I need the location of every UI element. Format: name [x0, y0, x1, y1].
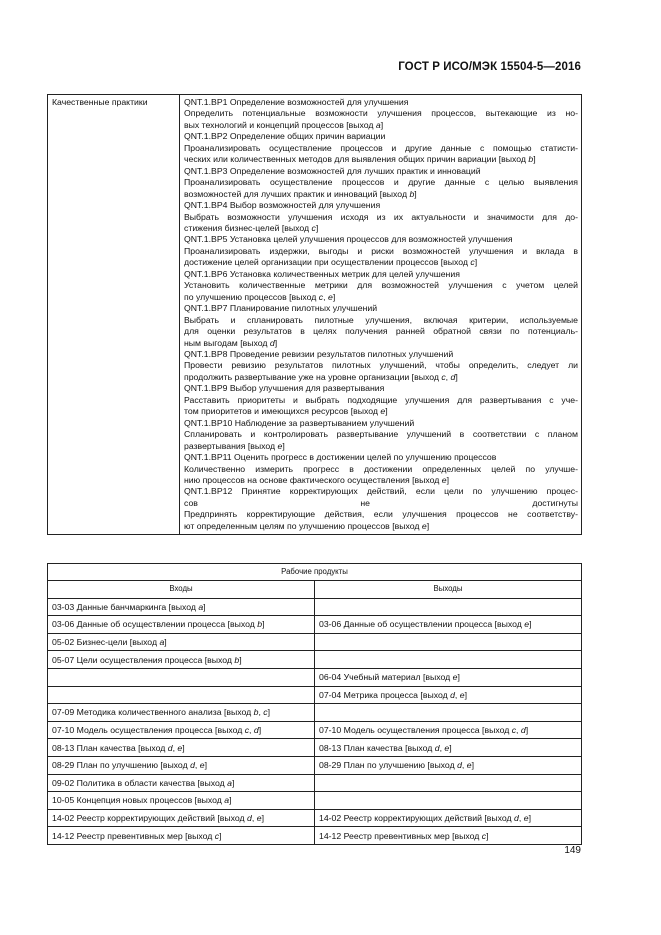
- input-cell: 14-12 Реестр превентивных мер [выход c]: [48, 827, 315, 845]
- input-cell: [48, 686, 315, 704]
- practice-text-line: по улучшению процессов [выход c, e]: [184, 291, 336, 302]
- practice-text-line: нию процессов на основе фактического осуществления [выход e]: [184, 474, 449, 485]
- practice-text-line: Провести ревизию результатов пилотных улучшений, чтобы определить, следует ли: [184, 360, 578, 371]
- practice-title-line: QNT.1.BP12 Принятие корректирующих действий, если цели по улучшению процес-: [184, 486, 578, 497]
- practice-text-line: сов не достигнуты: [184, 497, 578, 508]
- output-cell: [315, 792, 582, 810]
- practice-text-line: возможностей для лучших практик и инноваций [выход b]: [184, 188, 417, 199]
- practice-text-line: Проанализировать издержки, выгоды и риски возможностей улучшения и вклада в: [184, 245, 578, 256]
- practice-title-line: QNT.1.BP11 Оценить прогресс в достижении целей по улучшению процессов: [184, 452, 497, 463]
- practice-text-line: достижение целей организации при осуществлении процессов [выход c]: [184, 257, 478, 268]
- practice-title-line: QNT.1.BP5 Установка целей улучшения процессов для возможностей улучшения: [184, 234, 513, 245]
- practice-title-line: QNT.1.BP2 Определение общих причин вариации: [184, 131, 386, 142]
- output-cell: 08-29 План по улучшению [выход d, e]: [315, 756, 582, 774]
- work-product-row: [48, 809, 582, 827]
- work-product-row: [48, 598, 582, 616]
- input-cell: 09-02 Политика в области качества [выход a]: [48, 774, 315, 792]
- output-cell: 08-13 План качества [выход d, e]: [315, 739, 582, 757]
- input-cell: 14-02 Реестр корректирующих действий [выход d, e]: [48, 809, 315, 827]
- work-product-row: [48, 633, 582, 651]
- input-cell: 10-05 Концепция новых процессов [выход a]: [48, 792, 315, 810]
- input-cell: 03-03 Данные банчмаркинга [выход a]: [48, 598, 315, 616]
- practices-label: Качественные практики: [48, 95, 180, 535]
- practice-title-line: QNT.1.BP7 Планирование пилотных улучшений: [184, 303, 378, 314]
- practice-title-line: QNT.1.BP3 Определение возможностей для лучших практик и инноваций: [184, 165, 481, 176]
- practice-text-line: Проанализировать осуществление процессов и другие данные с целью выявления: [184, 177, 578, 188]
- practice-text-line: Количественно измерить прогресс в достижении определенных целей по улучше-: [184, 463, 578, 474]
- outputs-header: Выходы: [315, 581, 582, 599]
- practice-text-line: Расставить приоритеты и выбрать подходящие улучшения для развертывания с уче-: [184, 394, 578, 405]
- work-product-row: [48, 686, 582, 704]
- practice-text-line: Выбрать и спланировать пилотные улучшения, включая критерии, используемые: [184, 314, 578, 325]
- output-cell: [315, 774, 582, 792]
- practices-table: [47, 94, 582, 535]
- practices-content: [180, 95, 582, 535]
- input-cell: 03-06 Данные об осуществлении процесса [выход b]: [48, 616, 315, 634]
- work-product-row: [48, 616, 582, 634]
- work-product-row: [48, 756, 582, 774]
- output-cell: 07-04 Метрика процесса [выход d, e]: [315, 686, 582, 704]
- output-cell: 07-10 Модель осуществления процесса [выход c, d]: [315, 721, 582, 739]
- work-product-row: [48, 774, 582, 792]
- practice-text-line: Установить количественные метрики для возможностей улучшения с учетом целей: [184, 280, 578, 291]
- work-products-table: [47, 563, 582, 845]
- input-cell: [48, 668, 315, 686]
- practice-text-line: для оценки результатов в целях получения ранней обратной связи по потенциаль-: [184, 326, 578, 337]
- work-products-header-row: [48, 581, 582, 599]
- work-products-title-row: [48, 564, 582, 581]
- work-product-row: [48, 721, 582, 739]
- work-product-row: [48, 792, 582, 810]
- practice-text-line: вых технологий и концепций процессов [выход a]: [184, 119, 384, 130]
- practice-title-line: QNT.1.BP10 Наблюдение за развертыванием улучшений: [184, 417, 415, 428]
- practices-row: [48, 95, 582, 535]
- work-product-row: [48, 651, 582, 669]
- input-cell: 08-13 План качества [выход d, e]: [48, 739, 315, 757]
- practice-text-line: стижения бизнес-целей [выход c]: [184, 222, 319, 233]
- output-cell: 14-02 Реестр корректирующих действий [выход d, e]: [315, 809, 582, 827]
- practice-text-line: ным выгодам [выход d]: [184, 337, 278, 348]
- inputs-header: Входы: [48, 581, 315, 599]
- input-cell: 07-09 Методика количественного анализа [выход b, c]: [48, 704, 315, 722]
- practice-text-line: ют определенным целям по улучшению процессов [выход e]: [184, 520, 430, 531]
- page-header: ГОСТ Р ИСО/МЭК 15504-5—2016: [398, 61, 581, 73]
- work-product-row: [48, 668, 582, 686]
- practice-text-line: развертывания [выход e]: [184, 440, 285, 451]
- practice-text-line: Определить потенциальные возможности улучшения процессов, вытекающие из но-: [184, 108, 578, 119]
- input-cell: 07-10 Модель осуществления процесса [выход c, d]: [48, 721, 315, 739]
- practice-title-line: QNT.1.BP8 Проведение ревизии результатов пилотных улучшений: [184, 348, 454, 359]
- practice-text-line: продолжить развертывание уже на уровне организации [выход c, d]: [184, 371, 458, 382]
- input-cell: 05-02 Бизнес-цели [выход a]: [48, 633, 315, 651]
- output-cell: 03-06 Данные об осуществлении процесса [выход e]: [315, 616, 582, 634]
- work-product-row: [48, 739, 582, 757]
- output-cell: [315, 651, 582, 669]
- practice-title-line: QNT.1.BP6 Установка количественных метрик для целей улучшения: [184, 268, 460, 279]
- output-cell: 06-04 Учебный материал [выход e]: [315, 668, 582, 686]
- practice-text-line: Выбрать возможности улучшения исходя из их актуальности и значимости для до-: [184, 211, 578, 222]
- output-cell: [315, 704, 582, 722]
- practice-text-line: ческих или количественных методов для выявления общих причин вариации [выход b]: [184, 154, 536, 165]
- practice-title-line: QNT.1.BP4 Выбор возможностей для улучшения: [184, 200, 381, 211]
- work-product-row: [48, 704, 582, 722]
- output-cell: [315, 598, 582, 616]
- practice-text-line: Предпринять корректирующие действия, если улучшения процессов не соответству-: [184, 509, 578, 520]
- work-product-row: [48, 827, 582, 845]
- practice-title-line: QNT.1.BP1 Определение возможностей для улучшения: [184, 97, 409, 107]
- output-cell: [315, 633, 582, 651]
- practice-title-line: QNT.1.BP9 Выбор улучшения для развертывания: [184, 383, 385, 394]
- practice-text-line: том приоритетов и имеющихся ресурсов [выход e]: [184, 406, 388, 417]
- page-number: 149: [564, 845, 581, 856]
- input-cell: 08-29 План по улучшению [выход d, e]: [48, 756, 315, 774]
- work-products-title: Рабочие продукты: [48, 564, 582, 581]
- input-cell: 05-07 Цели осуществления процесса [выход b]: [48, 651, 315, 669]
- practice-text-line: Проанализировать осуществление процессов и другие данные с помощью статисти-: [184, 142, 578, 153]
- output-cell: 14-12 Реестр превентивных мер [выход c]: [315, 827, 582, 845]
- practice-text-line: Спланировать и контролировать развертывание улучшений в соответствии с планом: [184, 429, 578, 440]
